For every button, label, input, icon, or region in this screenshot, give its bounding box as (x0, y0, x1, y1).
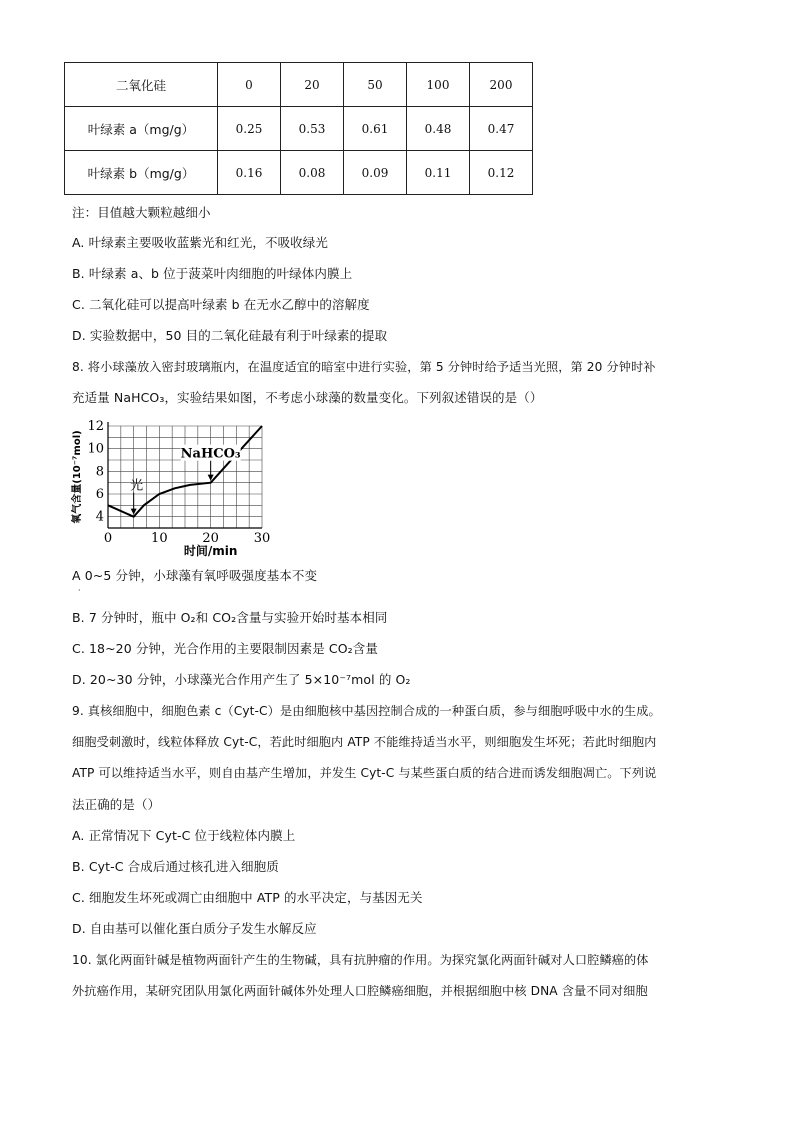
q8-stem-line-1: 8. 将小球藻放入密封玻璃瓶内，在温度适宜的暗室中进行实验，第 5 分钟时给予适当光照，第 20 分钟时补 (72, 360, 656, 374)
table-cell: 0.47 (470, 107, 533, 151)
light-annotation: 光 (130, 478, 144, 494)
q9-stem-line-2: 细胞受刺激时，线粒体释放 Cyt-C，若此时细胞内 ATP 不能维持适当水平，则细胞发生坏死；若此时细胞内 (72, 735, 657, 749)
nahco3-annotation: NaHCO₃ (180, 446, 241, 462)
q9-option-d: D. 自由基可以催化蛋白质分子发生水解反应 (72, 921, 317, 936)
table-cell: 0.12 (470, 151, 533, 195)
q7-option-d: D. 实验数据中，50 目的二氧化硅最有利于叶绿素的提取 (72, 328, 388, 343)
q9-stem-line-3: ATP 可以维持适当水平，则自由基产生增加，并发生 Cyt-C 与某些蛋白质的结合进而诱发细胞凋亡。下列说 (72, 766, 657, 780)
x-tick-label: 20 (202, 531, 219, 546)
q10-stem-line-2: 外抗癌作用，某研究团队用氯化两面针碱体外处理人口腔鳞癌细胞，并根据细胞中核 DNA 含量不同对细胞 (72, 984, 648, 998)
stray-dot: · (78, 586, 81, 595)
table-header-row (65, 63, 533, 107)
table-header-cell: 200 (470, 63, 533, 107)
x-tick-label: 0 (103, 531, 113, 546)
y-tick-label: 8 (95, 464, 104, 480)
table-row-label: 叶绿素 b（mg/g） (65, 151, 218, 195)
table-row (65, 151, 533, 195)
q9-option-b: B. Cyt-C 合成后通过核孔进入细胞质 (72, 859, 279, 874)
y-tick-label: 12 (87, 419, 104, 434)
x-tick-label: 30 (253, 531, 271, 546)
x-axis-label: 时间/min (183, 544, 238, 558)
q9-option-a: A. 正常情况下 Cyt-C 位于线粒体内膜上 (72, 828, 296, 843)
q10-stem-line-1: 10. 氯化两面针碱是植物两面针产生的生物碱，具有抗肿瘤的作用。为探究氯化两面针碱对人口腔鳞癌的体 (72, 953, 649, 967)
q7-option-c: C. 二氧化硅可以提高叶绿素 b 在无水乙醇中的溶解度 (72, 297, 370, 312)
q8-stem-line-2: 充适量 NaHCO₃，实验结果如图，不考虑小球藻的数量变化。下列叙述错误的是（） (72, 390, 543, 405)
table-row-label: 叶绿素 a（mg/g） (65, 107, 218, 151)
y-tick-label: 10 (87, 441, 104, 457)
q9-stem-line-4: 法正确的是（） (72, 797, 161, 812)
y-tick-label: 6 (95, 487, 104, 502)
table-row (65, 107, 533, 151)
table-cell: 0.53 (281, 107, 344, 151)
table-cell: 0.61 (344, 107, 407, 151)
table-header-cell: 0 (218, 63, 281, 107)
q8-option-b: B. 7 分钟时，瓶中 O₂和 CO₂含量与实验开始时基本相同 (72, 610, 388, 625)
q7-option-a: A. 叶绿素主要吸收蓝紫光和红光，不吸收绿光 (72, 235, 328, 250)
chlorophyll-table (64, 62, 533, 195)
table-cell: 0.25 (218, 107, 281, 151)
table-note: 注：目值越大颗粒越细小 (72, 205, 211, 220)
q9-stem-line-1: 9. 真核细胞中，细胞色素 c（Cyt-C）是由细胞核中基因控制合成的一种蛋白质，参与细胞呼吸中水的生成。 (72, 704, 661, 718)
table-header-cell: 100 (407, 63, 470, 107)
table-cell: 0.08 (281, 151, 344, 195)
q8-option-a: A 0~5 分钟，小球藻有氧呼吸强度基本不变 (72, 568, 318, 583)
y-axis-label: 氧气含量(10⁻⁷mol) (72, 430, 83, 524)
table-cell: 0.48 (407, 107, 470, 151)
x-tick-label: 10 (151, 531, 168, 546)
table-header-cell: 20 (281, 63, 344, 107)
q9-option-c: C. 细胞发生坏死或凋亡由细胞中 ATP 的水平决定，与基因无关 (72, 890, 423, 905)
table-cell: 0.11 (407, 151, 470, 195)
table-header-cell: 50 (344, 63, 407, 107)
table-header-cell: 二氧化硅 (65, 63, 218, 107)
table-cell: 0.09 (344, 151, 407, 195)
q8-option-c: C. 18~20 分钟，光合作用的主要限制因素是 CO₂含量 (72, 641, 378, 656)
table-cell: 0.16 (218, 151, 281, 195)
oxygen-chart (64, 414, 284, 564)
q7-option-b: B. 叶绿素 a、b 位于菠菜叶肉细胞的叶绿体内膜上 (72, 266, 353, 281)
y-tick-label: 4 (95, 509, 104, 525)
q8-option-d: D. 20~30 分钟，小球藻光合作用产生了 5×10⁻⁷mol 的 O₂ (72, 672, 411, 687)
